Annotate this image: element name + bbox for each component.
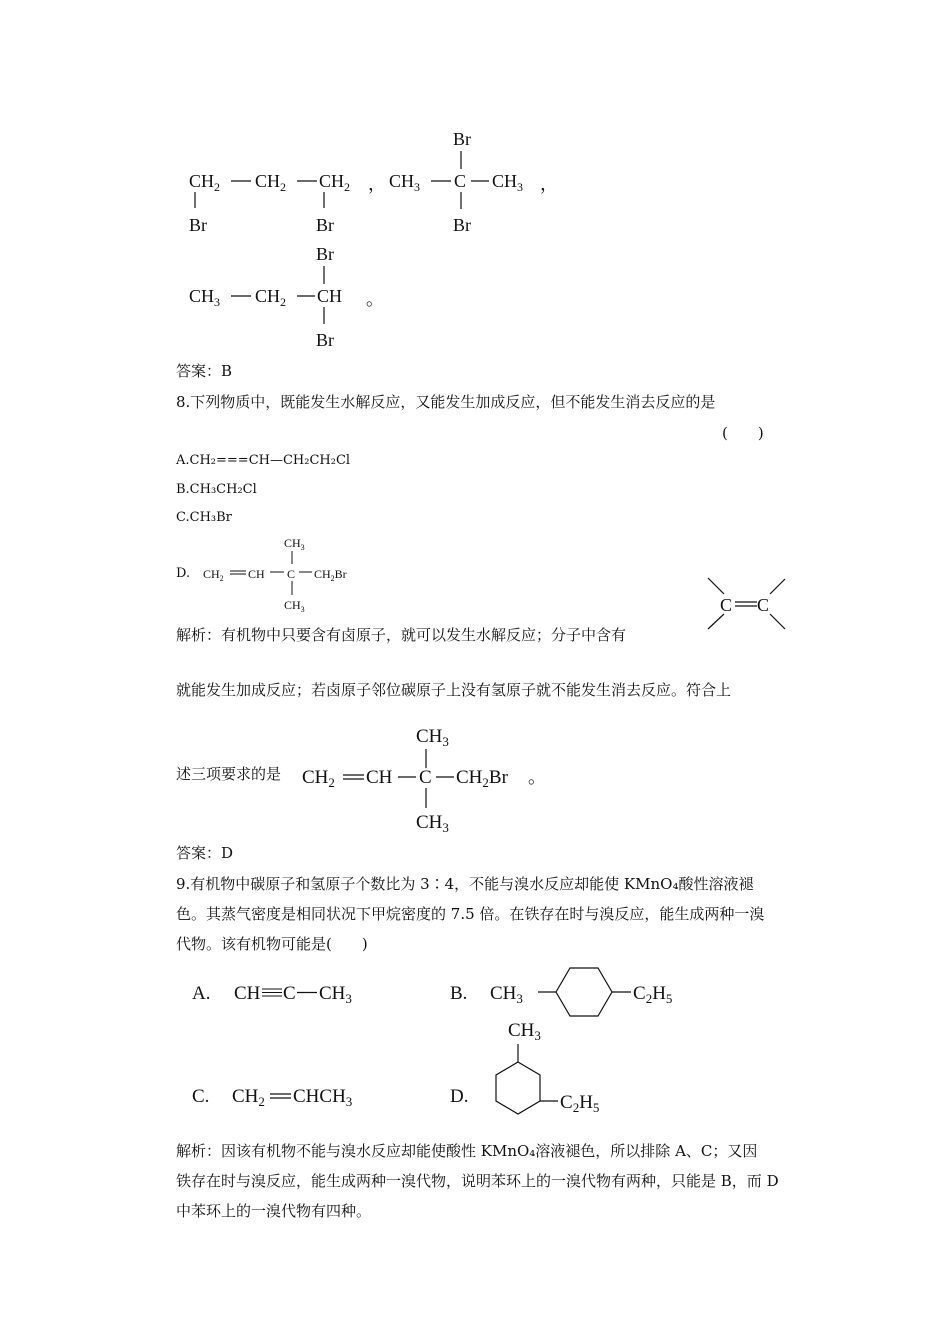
svg-text:C: C: [419, 767, 432, 788]
option-c: C.CH₃Br: [176, 510, 232, 525]
question-9-stem-line-3: 代物。该有机物可能是( ): [176, 935, 368, 953]
question-8-stem: 8.下列物质中，既能发生水解反应，又能发生加成反应，但不能发生消去反应的是: [176, 393, 716, 411]
svg-text:CHCH3: $CHCH_3$: [293, 1086, 353, 1109]
answer-structure: [298, 718, 538, 836]
svg-text:CH3: $CH_3$: [490, 983, 523, 1006]
svg-text:CH3: $CH_3$: [492, 171, 524, 194]
option-d-structure: [200, 532, 370, 616]
svg-text:CH: CH: [234, 983, 261, 1004]
svg-text:C.: C.: [192, 1086, 210, 1107]
svg-text:B.: B.: [450, 983, 468, 1004]
svg-text:C2H5: $C_2H_5$: [560, 1092, 600, 1115]
svg-text:CH3: $CH_3$: [416, 726, 449, 749]
svg-text:C: C: [454, 171, 467, 191]
svg-text:CH3: $CH_3$: [284, 598, 305, 614]
svg-text:CH3: $CH_3$: [189, 286, 221, 309]
option-d-label: D.: [176, 566, 191, 581]
svg-text:CH3: $CH_3$: [319, 983, 352, 1006]
svg-text:C: C: [287, 567, 296, 581]
svg-text:Br: Br: [316, 215, 334, 235]
svg-text:Br: Br: [453, 215, 471, 235]
q9-analysis-line-2: 铁存在时与溴反应，能生成两种一溴代物，说明苯环上的一溴代物有两种，只能是 B，而 D: [176, 1172, 779, 1190]
comma: ，: [540, 174, 558, 195]
q9-analysis-line-3: 中苯环上的一溴代物有四种。: [176, 1202, 372, 1220]
svg-text:CH: CH: [248, 567, 265, 581]
structure-1-3-dibromopropane: [185, 160, 365, 240]
svg-text:C: C: [757, 595, 770, 615]
analysis-line-3: 述三项要求的是: [176, 765, 282, 783]
svg-text:CH3: $CH_3$: [284, 536, 305, 552]
svg-text:C: C: [283, 983, 296, 1004]
analysis-line-2: 就能发生加成反应；若卤原子邻位碳原子上没有氢原子就不能发生消去反应。符合上: [176, 681, 732, 699]
svg-text:Br: Br: [453, 129, 471, 149]
svg-text:CH2: $CH_2$: [255, 286, 287, 309]
answer-q8: 答案：D: [176, 844, 234, 862]
svg-text:Br: Br: [189, 215, 207, 235]
q9-option-c: [190, 1080, 390, 1116]
svg-text:CH2: $CH_2$: [302, 767, 335, 790]
q9-option-a: [190, 975, 390, 1011]
svg-text:Br: Br: [316, 244, 334, 264]
answer-paren: ( ): [722, 424, 764, 442]
svg-text:CH2: $CH_2$: [232, 1086, 265, 1109]
svg-text:CH2: $CH_2$: [319, 171, 351, 194]
svg-text:CH2: $CH_2$: [255, 171, 287, 194]
period: 。: [528, 767, 546, 788]
svg-text:D.: D.: [450, 1086, 469, 1107]
benzene-ring: [556, 968, 612, 1016]
svg-text:CH3: $CH_3$: [416, 812, 449, 835]
option-a: A.CH₂===CH—CH₂CH₂Cl: [176, 453, 351, 468]
svg-text:C2H5: $C_2H_5$: [633, 983, 673, 1006]
benzene-ring: [496, 1062, 540, 1114]
structure-2-2-dibromopropane: [385, 125, 550, 240]
svg-text:CH3: $CH_3$: [508, 1020, 541, 1043]
svg-text:C: C: [720, 595, 733, 615]
question-9-stem-line-2: 色。其蒸气密度是相同状况下甲烷密度的 7.5 倍。在铁存在时与溴反应，能生成两种一溴: [176, 905, 765, 923]
svg-text:Br: Br: [316, 330, 334, 350]
svg-text:CH2: $CH_2$: [189, 171, 221, 194]
svg-text:CH2: $CH_2$: [203, 567, 224, 583]
svg-text:CH3: $CH_3$: [389, 171, 421, 194]
question-9-stem-line-1: 9.有机物中碳原子和氢原子个数比为 3∶4，不能与溴水反应却能使 KMnO₄酸性溶液褪: [176, 875, 754, 893]
structure-1-1-dibromopropane: [185, 240, 385, 355]
analysis-line-1: 解析：有机物中只要含有卤原子，就可以发生水解反应；分子中含有: [176, 626, 627, 644]
q9-analysis-line-1: 解析：因该有机物不能与溴水反应却能使酸性 KMnO₄溶液褪色，所以排除 A、C；又因: [176, 1142, 758, 1160]
comma: ，: [368, 174, 386, 195]
alkene-group-structure: [702, 574, 792, 634]
answer-q7: 答案：B: [176, 362, 233, 380]
q9-option-d: [448, 1012, 648, 1130]
svg-text:CH: CH: [366, 767, 393, 788]
svg-text:CH2Br: $CH_2Br$: [456, 767, 508, 790]
svg-text:A.: A.: [192, 983, 211, 1004]
period: 。: [366, 289, 384, 310]
svg-text:CH2Br: $CH_2Br$: [314, 567, 347, 583]
option-b: B.CH₃CH₂Cl: [176, 482, 257, 497]
svg-text:CH: CH: [317, 286, 343, 306]
